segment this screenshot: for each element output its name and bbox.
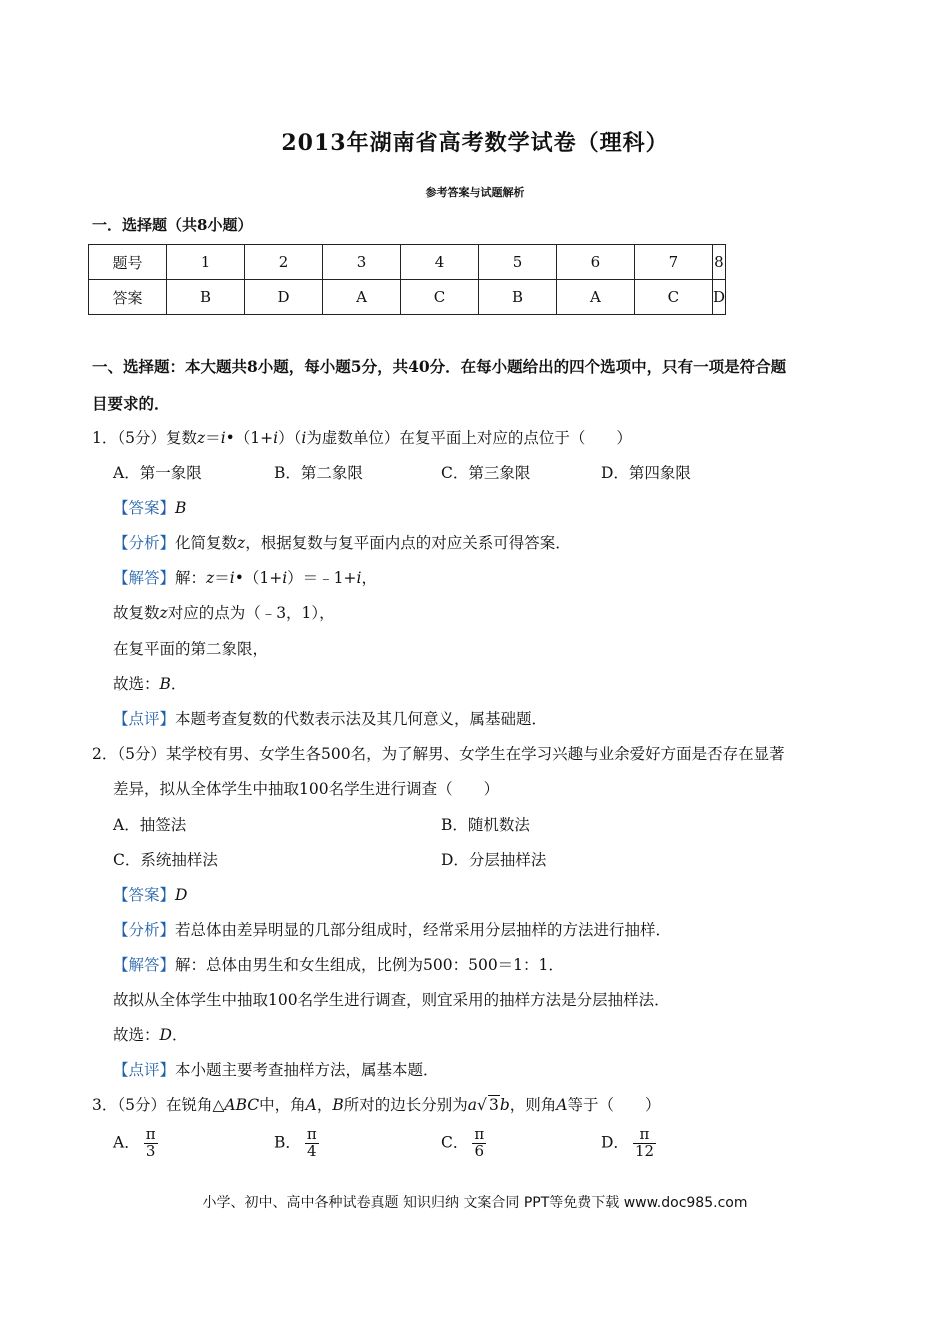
fraction-denominator: 3: [145, 1141, 156, 1160]
solution-tag: 【解答】: [113, 956, 176, 974]
math-var: A: [556, 1096, 568, 1114]
option-label: B．: [274, 1133, 301, 1152]
math-var: i: [301, 429, 307, 447]
section-intro-line2: 目要求的．: [92, 394, 170, 413]
comment-text: 本题考查复数的代数表示法及其几何意义，属基础题．: [175, 710, 548, 728]
analysis-tag: 【分析】: [113, 921, 176, 939]
question-1-stem: [92, 426, 632, 448]
table-cell: 6: [556, 245, 634, 280]
sqrt-sign: √: [477, 1096, 487, 1114]
math-var: z: [237, 534, 246, 552]
stem-text: ）（: [278, 429, 302, 447]
fraction-numerator: π: [633, 1127, 656, 1144]
fraction-numerator: π: [145, 1125, 156, 1143]
stem-text: （5分）在锐角△: [117, 1096, 225, 1114]
option-a: A．第一象限: [113, 464, 202, 482]
fraction: [305, 1127, 319, 1160]
math-var: a: [467, 1096, 478, 1114]
table-cell: 题号: [89, 245, 167, 280]
stem-text: 等于（ ）: [567, 1096, 661, 1114]
table-cell: B: [478, 280, 556, 315]
solution-text: ，: [361, 569, 377, 587]
option-c: C．系统抽样法: [113, 851, 218, 869]
table-cell: A: [556, 280, 634, 315]
solution-text: 故选：: [113, 675, 160, 693]
option-c: [441, 1127, 486, 1160]
math-var: b: [499, 1096, 510, 1114]
answer-tag: 【答案】: [113, 499, 176, 517]
comment-line: [113, 707, 547, 729]
table-row: [89, 280, 726, 315]
math-var: i: [273, 429, 279, 447]
option-label: C．: [441, 1133, 469, 1152]
analysis-text: ，根据复数与复平面内点的对应关系可得答案．: [245, 534, 571, 552]
comment-text: 本小题主要考查抽样方法，属基本题．: [175, 1061, 439, 1079]
fraction: [472, 1127, 486, 1160]
question-2-stem-line2: 差异，拟从全体学生中抽取100名学生进行调查（ ）: [113, 780, 500, 798]
table-cell: A: [323, 280, 401, 315]
stem-text: 中，角: [259, 1096, 306, 1114]
option-a: [113, 1127, 158, 1160]
math-var: z: [206, 569, 215, 587]
math-var: z: [159, 604, 168, 622]
analysis-tag: 【分析】: [113, 534, 176, 552]
table-cell: 7: [634, 245, 712, 280]
analysis-line: [113, 531, 571, 553]
question-number: 1．: [92, 429, 118, 447]
option-b: B．随机数法: [441, 816, 530, 834]
stem-text: 为虚数单位）在复平面上对应的点位于（ ）: [306, 429, 632, 447]
table-cell: D: [712, 280, 725, 315]
solution-line: [113, 953, 564, 975]
stem-text: （5分）某学校有男、女学生各500名，为了解男、女学生在学习兴趣与业余爱好方面是否存在显著: [117, 745, 785, 763]
question-2-stem: [92, 742, 785, 764]
fraction: [144, 1127, 158, 1160]
solution-line: [113, 566, 377, 588]
solution-text: 故复数: [113, 604, 160, 622]
fraction-denominator: 12: [634, 1141, 655, 1160]
comment-line: [113, 1058, 439, 1080]
answer-value: B: [175, 499, 187, 517]
table-cell: 2: [245, 245, 323, 280]
comment-tag: 【点评】: [113, 1061, 176, 1079]
option-d: [601, 1127, 656, 1160]
fraction-denominator: 6: [474, 1141, 485, 1160]
question-3-stem: [92, 1093, 660, 1115]
table-cell: C: [634, 280, 712, 315]
table-cell: 8: [712, 245, 725, 280]
analysis-text: 化简复数: [175, 534, 238, 552]
math-var: z: [197, 429, 206, 447]
fraction-numerator: π: [306, 1125, 317, 1143]
answer-tag: 【答案】: [113, 886, 176, 904]
option-label: A．: [113, 1133, 140, 1152]
answer-value: D: [175, 886, 188, 904]
solution-text: ．: [170, 675, 187, 693]
page-title: 2013年湖南省高考数学试卷（理科）: [281, 130, 669, 156]
question-number: 2．: [92, 745, 118, 763]
answer-line: [113, 883, 187, 905]
answer-line: [113, 496, 186, 518]
answer-table: [88, 244, 726, 315]
solution-text: •（1+: [234, 569, 283, 587]
math-var: B: [332, 1096, 344, 1114]
math-var: D: [159, 1026, 172, 1044]
table-cell: 5: [478, 245, 556, 280]
solution-text: ）＝﹣1+: [287, 569, 357, 587]
option-label: D．: [601, 1133, 629, 1152]
option-c: C．第三象限: [441, 464, 531, 482]
math-var: B: [159, 675, 171, 693]
table-cell: 答案: [89, 280, 167, 315]
solution-text: 解：总体由男生和女生组成，比例为500：500＝1：1．: [175, 956, 564, 974]
math-var: A: [305, 1096, 317, 1114]
stem-text: ＝: [205, 429, 221, 447]
math-var: i: [229, 569, 235, 587]
solution-text: ．: [171, 1026, 188, 1044]
fraction-denominator: 4: [307, 1141, 317, 1160]
stem-text: •（1+: [225, 429, 274, 447]
solution-text: 故选：: [113, 1026, 160, 1044]
solution-text: 对应的点为（﹣3，1），: [167, 604, 335, 622]
solution-text: ＝: [214, 569, 230, 587]
stem-text: （5分）复数: [117, 429, 197, 447]
table-cell: 3: [323, 245, 401, 280]
page-footer: 小学、初中、高中各种试卷真题 知识归纳 文案合同 PPT等免费下载 www.doc985.com: [202, 1195, 748, 1211]
option-d: D．分层抽样法: [441, 851, 547, 869]
section-heading: 一．选择题（共8小题）: [92, 216, 253, 234]
stem-text: 所对的边长分别为: [343, 1096, 468, 1114]
option-b: [274, 1127, 319, 1160]
table-cell: 4: [401, 245, 479, 280]
stem-text: ，则角: [509, 1096, 557, 1114]
question-number: 3．: [92, 1096, 118, 1114]
solution-line-4: [113, 672, 186, 694]
fraction: [633, 1127, 656, 1160]
stem-text: ，: [316, 1096, 333, 1114]
analysis-line: [113, 918, 671, 940]
solution-line-3: 在复平面的第二象限，: [113, 640, 269, 658]
table-cell: C: [401, 280, 479, 315]
math-var: i: [356, 569, 362, 587]
sqrt-radicand: 3: [488, 1096, 499, 1114]
table-cell: D: [245, 280, 323, 315]
math-var: i: [220, 429, 226, 447]
option-d: D．第四象限: [601, 464, 691, 482]
solution-text: 解：: [175, 569, 207, 587]
option-a: A．抽签法: [113, 816, 187, 834]
table-cell: B: [167, 280, 245, 315]
analysis-text: 若总体由差异明显的几部分组成时，经常采用分层抽样的方法进行抽样．: [175, 921, 672, 939]
comment-tag: 【点评】: [113, 710, 176, 728]
solution-line-2: 故拟从全体学生中抽取100名学生进行调查，则宜采用的抽样方法是分层抽样法．: [113, 991, 670, 1009]
option-b: B．第二象限: [274, 464, 363, 482]
section-intro-line1: 一、选择题：本大题共8小题，每小题5分，共40分．在每小题给出的四个选项中，只有一项是符合题: [92, 357, 787, 376]
page-subtitle: 参考答案与试题解析: [425, 186, 525, 199]
math-var: i: [282, 569, 288, 587]
table-cell: 1: [167, 245, 245, 280]
solution-tag: 【解答】: [113, 569, 176, 587]
table-row: [89, 245, 726, 280]
solution-line-2: [113, 601, 335, 623]
math-var: ABC: [224, 1096, 260, 1114]
solution-line-3: [113, 1023, 187, 1045]
fraction-numerator: π: [474, 1125, 485, 1143]
